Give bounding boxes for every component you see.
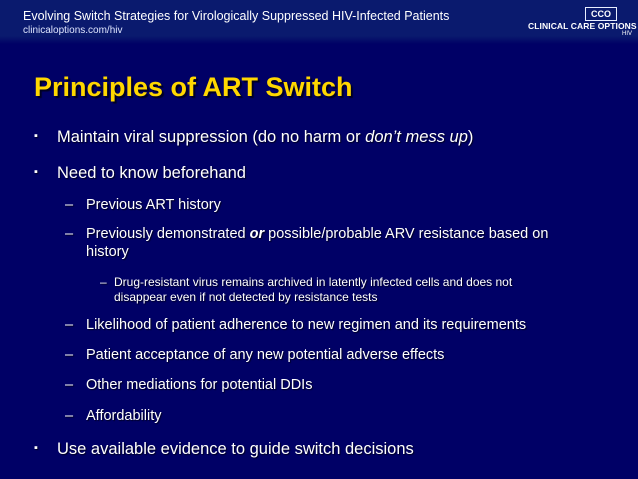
- bullet-item: [0, 164, 638, 186]
- sub-sub-item-text-line2: disappear even if not detected by resistance tests: [114, 290, 378, 304]
- sub-sub-item-text: Drug-resistant virus remains archived in latently infected cells and does not: [114, 275, 513, 289]
- bullet-text: [57, 128, 473, 147]
- sub-item-text: Affordability: [86, 408, 162, 424]
- dash-marker: –: [100, 275, 107, 289]
- bullet-text: Use available evidence to guide switch decisions: [57, 440, 414, 458]
- logo-box: CCO: [585, 7, 617, 21]
- sub-item: [0, 377, 638, 397]
- dash-marker: –: [65, 317, 74, 333]
- bullet-text: Need to know beforehand: [57, 164, 246, 182]
- sub-item-text: [86, 226, 548, 242]
- sub-item-text: Likelihood of patient adherence to new regimen and its requirements: [86, 317, 527, 333]
- dash-marker: –: [65, 347, 74, 363]
- text-part: possible/probable ARV resistance based on: [264, 226, 549, 242]
- slide-title: Principles of ART Switch: [34, 72, 353, 102]
- sub-item: [0, 197, 638, 217]
- logo-text: CLINICAL CARE OPTIONS: [528, 21, 637, 31]
- sub-item: [0, 226, 638, 266]
- text-part: ): [467, 128, 474, 146]
- text-part: Previously demonstrated: [86, 226, 250, 242]
- clinical-care-options-logo: [528, 7, 637, 37]
- sub-item: [0, 347, 638, 367]
- sub-item-text: Previous ART history: [86, 197, 221, 213]
- dash-marker: –: [65, 408, 74, 424]
- dash-marker: –: [65, 197, 74, 213]
- sub-sub-item: [0, 275, 638, 307]
- bullet-item: [0, 440, 638, 462]
- sub-item-text: Other mediations for potential DDIs: [86, 377, 313, 393]
- logo-sub: HIV: [621, 31, 632, 37]
- sub-item: [0, 317, 638, 337]
- sub-item-text-line2: history: [86, 244, 129, 260]
- bullet-marker: ▪: [34, 166, 38, 178]
- header-band: [0, 36, 638, 44]
- dash-marker: –: [65, 377, 74, 393]
- sub-item-text: Patient acceptance of any new potential adverse effects: [86, 347, 445, 363]
- emphasis-text: don’t mess up: [365, 128, 468, 146]
- text-part: Maintain viral suppression (do no harm or: [57, 128, 366, 146]
- dash-marker: –: [65, 226, 74, 242]
- header-url: clinicaloptions.com/hiv: [23, 25, 123, 36]
- header-title: Evolving Switch Strategies for Virologically Suppressed HIV-Infected Patients: [23, 9, 450, 23]
- sub-item: [0, 408, 638, 428]
- emphasis-text: or: [249, 226, 265, 242]
- bullet-marker: ▪: [34, 130, 38, 142]
- bullet-marker: ▪: [34, 442, 38, 454]
- bullet-item: [0, 128, 638, 150]
